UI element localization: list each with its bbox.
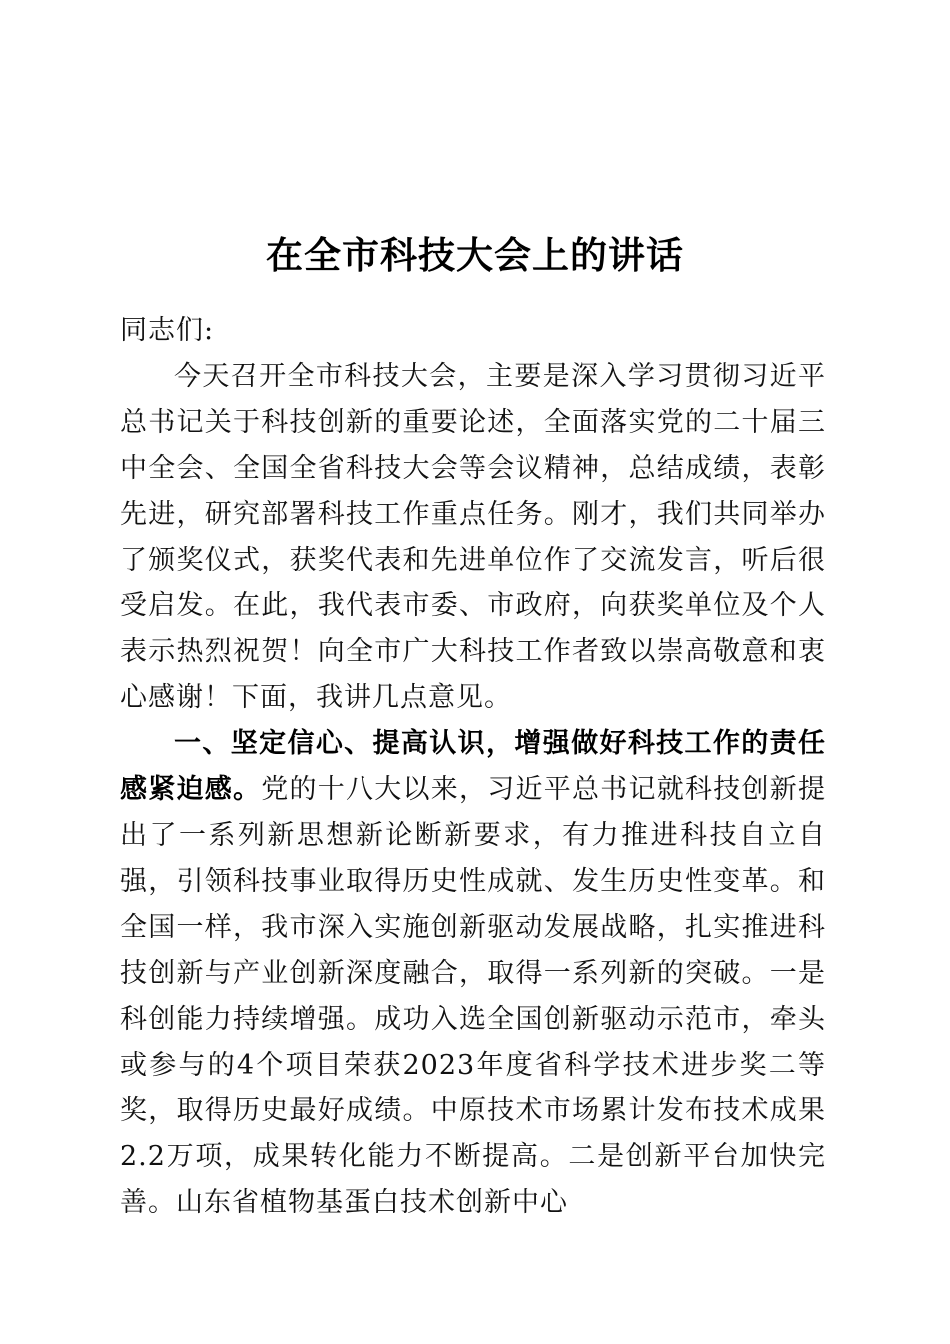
paragraph: 今天召开全市科技大会，主要是深入学习贯彻习近平总书记关于科技创新的重要论述，全面落实党的二十届三中全会、全国全省科技大会等会议精神，总结成绩，表彰先进，研究部署科技工作重点任务。刚才，我们共同举办了颁奖仪式，获奖代表和先进单位作了交流发言，听后很受启发。在此，我代表市委、市政府，向获奖单位及个人表示热烈祝贺！向全市广大科技工作者致以崇高敬意和衷心感谢！下面，我讲几点意见。 [120, 360, 826, 714]
section-body: 党的十八大以来，习近平总书记就科技创新提出了一系列新思想新论断新要求，有力推进科技自立自强，引领科技事业取得历史性成就、发生历史性变革。和全国一样，我市深入实施创新驱动发展战略，扎实推进科技创新与产业创新深度融合，取得一系列新的突破。一是科创能力持续增强。成功入选全国创新驱动示范市，牵头或参与的4个项目荣获2023年度省科学技术进步奖二等奖，取得历史最好成绩。中原技术市场累计发布技术成果2.2万项，成果转化能力不断提高。二是创新平台加快完善。山东省植物基蛋白技术创新中心 [120, 774, 826, 1219]
document-title: 在全市科技大会上的讲话 [266, 234, 684, 277]
section-heading: 一、坚定信心、提高认识，增强做好科技工作的责任感紧迫感。 [120, 728, 826, 806]
salutation: 同志们: [120, 315, 215, 346]
document-body [120, 308, 826, 1226]
section-paragraph [120, 721, 826, 1226]
